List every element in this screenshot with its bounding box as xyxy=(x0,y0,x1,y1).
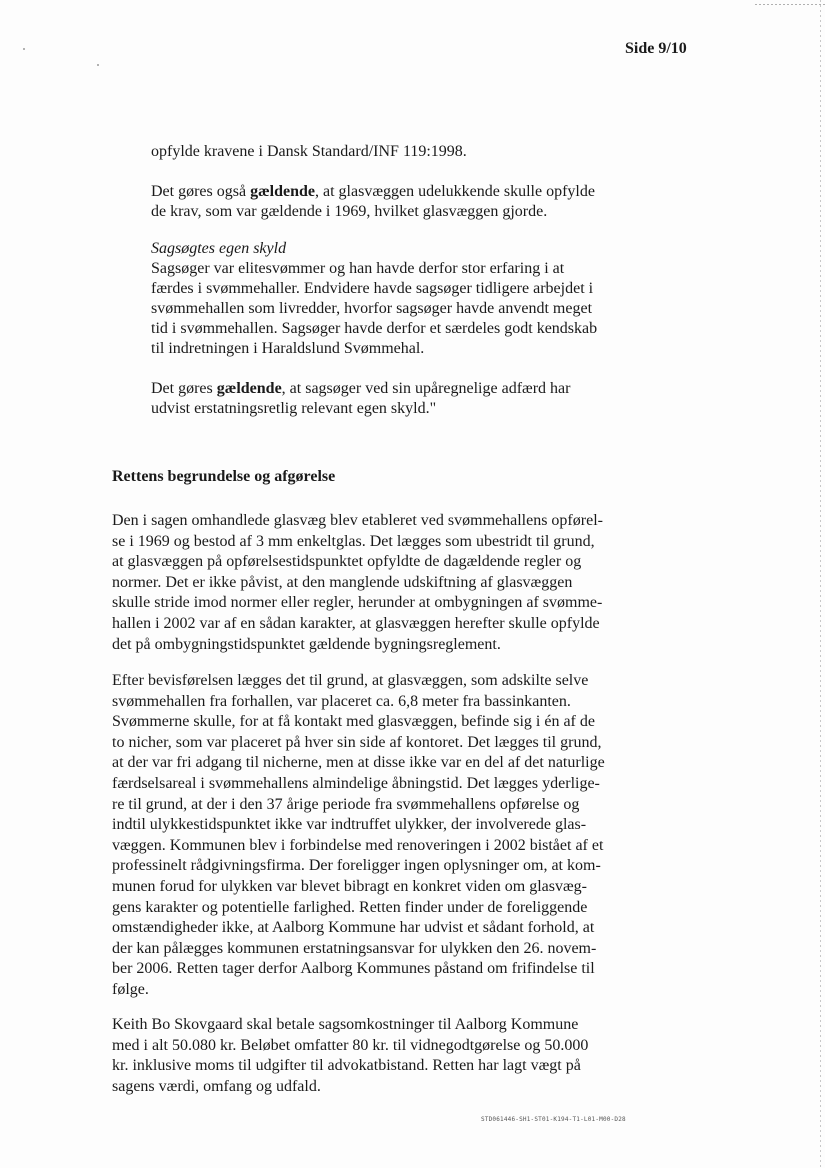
paragraph-line: ber 2006. Retten tager derfor Aalborg Kommunes påstand om frifindelse til xyxy=(112,960,595,978)
paragraph-line: det på ombygningstidspunktet gældende bygningsreglement. xyxy=(112,635,501,653)
paragraph-line: re til grund, at der i den 37 årige periode fra svømmehallens opførelse og xyxy=(112,795,580,813)
para2-rest: , at glasvæggen udelukkende skulle opfylde xyxy=(315,183,595,200)
section-heading: Rettens begrundelse og afgørelse xyxy=(112,468,336,485)
paragraph-line: væggen. Kommunen blev i forbindelse med renoveringen i 2002 bistået af et xyxy=(112,836,604,854)
paragraph-line: færdselsareal i svømmehallens almindelige åbningstid. Det lægges yderlige- xyxy=(112,774,600,792)
para4-line2: udvist erstatningsretlig relevant egen skyld." xyxy=(151,400,437,417)
quoted-subheading: Sagsøgtes egen skyld xyxy=(151,240,287,257)
paragraph-line: skulle stride imod normer eller regler, herunder at ombygningen af svømme- xyxy=(112,594,603,612)
paragraph-line: hallen i 2002 var af en sådan karakter, at glasvæggen herefter skulle opfylde xyxy=(112,614,600,632)
paragraph-line: indtil ulykkestidspunktet ikke var indtruffet ulykker, der involverede glas- xyxy=(112,816,587,834)
paragraph-line: to nicher, som var placeret på hver sin side af kontoret. Det lægges til grund, xyxy=(112,733,602,751)
paragraph-line: omstændigheder ikke, at Aalborg Kommune har udvist et sådant forhold, at xyxy=(112,919,595,937)
para2-lead: Det gøres også xyxy=(151,183,251,200)
paragraph-line: svømmehallen fra forhallen, var placeret ca. 6,8 meter fra bassinkanten. xyxy=(112,692,571,710)
quoted-paragraph-2 xyxy=(151,182,624,222)
paragraph-line: professinelt rådgivningsfirma. Der foreligger ingen oplysninger om, at kom- xyxy=(112,857,601,875)
scan-edge-right xyxy=(820,0,821,1168)
para3-line: svømmehallen som livredder, hvorfor sagsøger havde anvendt meget xyxy=(151,300,593,317)
paragraph-line: Svømmerne skulle, for at få kontakt med glasvæggen, befinde sig i én af de xyxy=(112,713,595,731)
ruling-paragraph-3 xyxy=(112,1015,624,1097)
para4-rest: , at sagsøger ved sin upåregnelige adfærd har xyxy=(281,380,571,397)
paragraph-line: gens karakter og potentielle farlighed. Retten finder under de foreliggende xyxy=(112,898,588,916)
paragraph-line: med i alt 50.080 kr. Beløbet omfatter 80 kr. til vidnegodtgørelse og 50.000 xyxy=(112,1036,589,1054)
paragraph-line: sagens værdi, omfang og udfald. xyxy=(112,1077,321,1095)
ruling-paragraph-1 xyxy=(112,511,624,655)
paragraph-line: normer. Det er ikke påvist, at den manglende udskiftning af glasvæggen xyxy=(112,573,573,591)
para2-line2: de krav, som var gældende i 1969, hvilket glasvæggen gjorde. xyxy=(151,203,548,220)
para4-bold-term: gældende xyxy=(216,380,282,397)
page-number: Side 9/10 xyxy=(625,40,687,57)
quoted-line-1 xyxy=(151,142,624,162)
para4-lead: Det gøres xyxy=(151,380,217,397)
para3-line: tid i svømmehallen. Sagsøger havde derfor et særdeles godt kendskab xyxy=(151,320,598,337)
ruling-paragraph-2 xyxy=(112,671,624,1001)
para2-bold-term: gældende xyxy=(250,183,315,200)
paragraph-line: se i 1969 og bestod af 3 mm enkeltglas. Det lægges som ubestridt til grund, xyxy=(112,532,595,550)
paragraph-line: at glasvæggen på opførelsestidspunktet opfyldte de dagældende regler og xyxy=(112,553,582,571)
para3-line: Sagsøger var elitesvømmer og han havde derfor stor erfaring i at xyxy=(151,260,565,277)
paragraph-line: Den i sagen omhandlede glasvæg blev etableret ved svømmehallens opførel- xyxy=(112,512,603,529)
para3-line: færdes i svømmehaller. Endvidere havde sagsøger tidligere arbejdet i xyxy=(151,280,594,297)
quoted-text: opfylde kravene i Dansk Standard/INF 119:1998. xyxy=(151,143,467,160)
paragraph-line: munen forud for ulykken var blevet bibragt en konkret viden om glasvæg- xyxy=(112,877,587,895)
scan-edge-top xyxy=(755,4,825,5)
para3-line: til indretningen i Haraldslund Svømmehal. xyxy=(151,340,425,357)
scan-speck xyxy=(23,48,25,50)
quoted-paragraph-4 xyxy=(151,379,624,419)
paragraph-line: følge. xyxy=(112,980,149,998)
paragraph-line: kr. inklusive moms til udgifter til advokatbistand. Retten har lagt vægt på xyxy=(112,1057,581,1075)
paragraph-line: at der var fri adgang til nicherne, men at disse ikke var en del af det naturlige xyxy=(112,754,605,772)
paragraph-line: der kan pålægges kommunen erstatningsansvar for ulykken den 26. novem- xyxy=(112,939,597,957)
quoted-paragraph-3 xyxy=(151,239,624,359)
paragraph-line: Efter bevisførelsen lægges det til grund, at glasvæggen, som adskilte selve xyxy=(112,672,589,689)
paragraph-line: Keith Bo Skovgaard skal betale sagsomkostninger til Aalborg Kommune xyxy=(112,1016,579,1033)
scan-speck xyxy=(97,64,99,66)
document-code: STD061446-SH1-ST01-K194-T1-L01-M00-D28 xyxy=(481,1116,626,1123)
